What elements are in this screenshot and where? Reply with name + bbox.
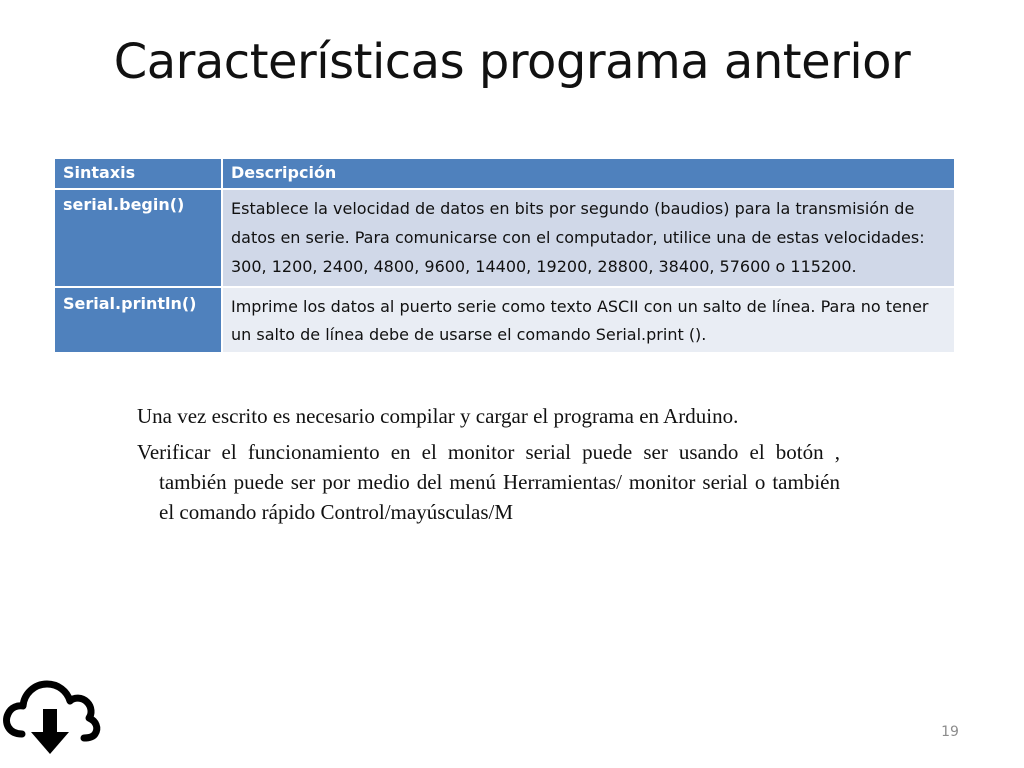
table-row	[54, 189, 955, 287]
description-cell: Imprime los datos al puerto serie como texto ASCII con un salto de línea. Para no tener un salto de línea debe de usarse el comando Serial.print ().	[222, 287, 955, 353]
header-syntax: Sintaxis	[54, 158, 222, 189]
table-row	[54, 287, 955, 353]
body-paragraph: Una vez escrito es necesario compilar y cargar el programa en Arduino.	[137, 404, 739, 428]
syntax-cell: Serial.println()	[54, 287, 222, 353]
syntax-table	[53, 157, 956, 354]
body-paragraph: Verificar el funcionamiento en el monitor serial puede ser usando el botón , también puede ser por medio del menú Herramientas/ monitor serial o también el comando rápido Control/mayúsculas/M	[137, 440, 840, 524]
page-number: 19	[941, 724, 959, 740]
syntax-cell: serial.begin()	[54, 189, 222, 287]
body-text	[137, 401, 840, 533]
table-header-row	[54, 158, 955, 189]
cloud-download-icon[interactable]	[0, 676, 102, 756]
slide-title: Características programa anterior	[113, 34, 911, 90]
header-description: Descripción	[222, 158, 955, 189]
description-cell: Establece la velocidad de datos en bits por segundo (baudios) para la transmisión de datos en serie. Para comunicarse con el computador, utilice una de estas velocidades: 300, 1200, 2400, 4800, 9600, 14400, 19200, 28800, 38400, 57600 o 115200.	[222, 189, 955, 287]
